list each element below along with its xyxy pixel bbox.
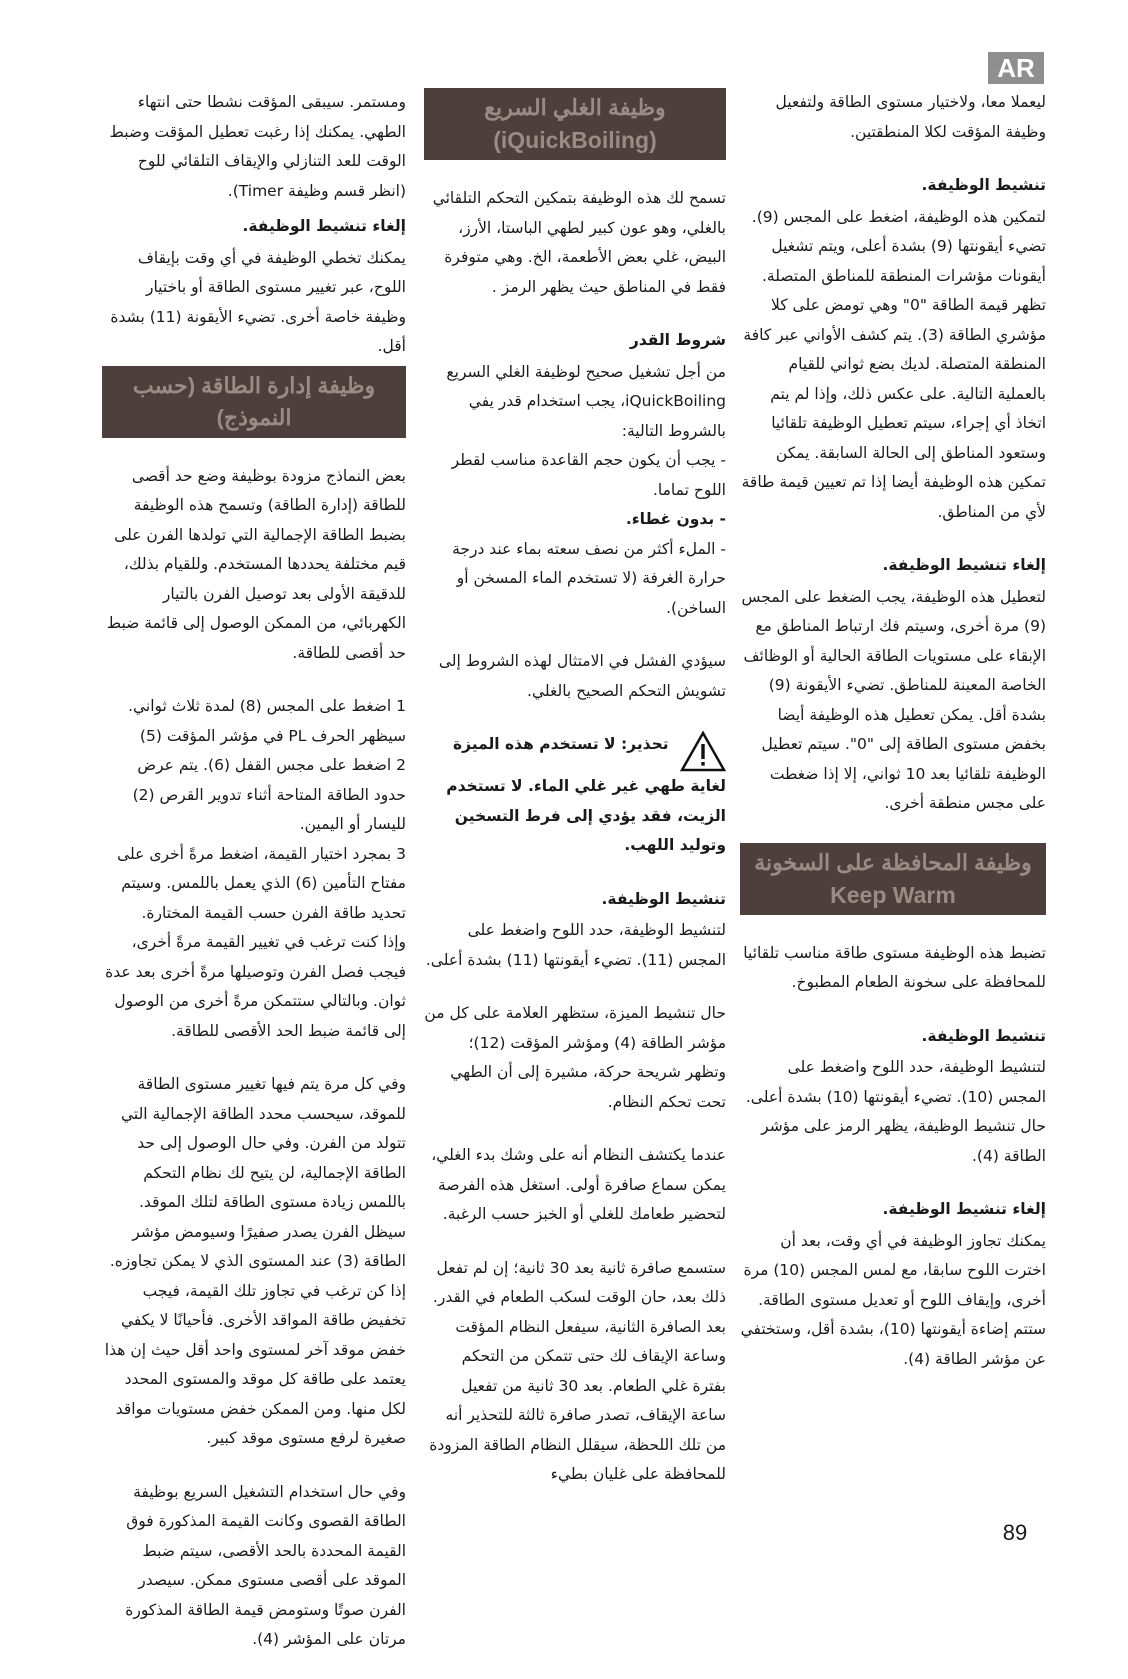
kw-activate-text: لتنشيط الوظيفة، حدد اللوح واضغط على المجس (10). تضيء أيقونتها (10) بشدة أعلى. حال تنشيط الوظيفة، يظهر الرمز على مؤشر الطاقة (4).	[745, 1058, 1046, 1165]
power-management-banner	[102, 366, 406, 438]
condition-3: - الملء أكثر من نصف سعته بماء عند درجة حرارة الغرفة (لا تستخدم الماء المسخن أو الساخن).	[452, 539, 726, 617]
pot-text: من أجل تشغيل صحيح لوظيفة الغلي السريع iQuickBoiling، يجب استخدام قدر يفي بالشروط التالية:	[446, 362, 726, 440]
page-number: 89	[1002, 1520, 1028, 1545]
keep-warm-text: تضبط هذه الوظيفة مستوى طاقة مناسب تلقائيا للمحافظة على سخونة الطعام المطبوخ.	[743, 943, 1046, 991]
quick-boiling-title-en: (iQuickBoiling)	[493, 127, 657, 153]
detect-text: عندما يكتشف النظام أنه على وشك بدء الغلي، يمكن سماع صافرة أولى. استغل هذه الفرصة لتحضير طعامك للغلي أو الخبز حسب الرغبة.	[431, 1146, 726, 1223]
warning-text: تحذير: لا تستخدم هذه الميزة لغاية طهي غير غلي الماء. لا تستخدم الزيت، فقد يؤدي إلى فرط التسخين وتوليد اللهب.	[446, 735, 726, 854]
kw-cancel-heading: إلغاء تنشيط الوظيفة.	[882, 1200, 1046, 1218]
fail-text: سيؤدي الفشل في الامتثال لهذه الشروط إلى تشويش التحكم الصحيح بالغلي.	[438, 652, 726, 700]
left-cancel-text: يمكنك تخطي الوظيفة في أي وقت بإيقاف اللوح، عبر تغيير مستوى الطاقة أو باختيار وظيفة خاصة أخرى. تضيء الأيقونة (11) بشدة أقل.	[110, 248, 406, 355]
quick-boiling-title-ar: وظيفة الغلي السريع	[484, 95, 666, 120]
power-management-title: وظيفة إدارة الطاقة (حسب النموذج)	[132, 372, 376, 430]
keep-warm-banner	[740, 843, 1046, 915]
condition-2: - بدون غطاء.	[625, 510, 726, 528]
quick-boiling-banner	[424, 88, 726, 160]
left-column	[102, 88, 406, 1679]
step-1: 1 اضغط على المجس (8) لمدة ثلاث ثواني. سيظهر الحرف PL في مؤشر المؤقت (5)	[128, 697, 406, 745]
pot-heading: شروط القدر	[629, 331, 726, 349]
language-badge: AR	[988, 52, 1044, 84]
keep-warm-title-en: Keep Warm	[830, 881, 956, 908]
quick-boiling-intro: تسمح لك هذه الوظيفة بتمكين التحكم التلقائي بالغلي، وهو عون كبير لطهي الباستا، الأرز، البيض، غلي بعض الأطعمة، الخ. وهي متوفرة فقط في المناطق حيث يظهر الرمز .	[432, 189, 726, 296]
kw-cancel-text: يمكنك تجاوز الوظيفة في أي وقت، بعد أن اخترت اللوح سابقا، مع لمس المجس (10) مرة أخرى، وإيقاف اللوح أو تعديل مستوى الطاقة. ستتم إضاءة أيقونتها (10)، بشدة أقل، وستختفي عن مؤشر الطاقة (4).	[740, 1231, 1046, 1368]
left-cancel-heading: إلغاء تنشيط الوظيفة.	[242, 217, 406, 235]
condition-1: - يجب أن يكون حجم القاعدة مناسب لقطر اللوح تماما.	[451, 451, 726, 499]
right-intro: ليعملا معا، ولاختيار مستوى الطاقة ولتفعيل وظيفة المؤقت لكلا المنطقتين.	[775, 93, 1046, 141]
continue-text: ومستمر. سيبقى المؤقت نشطا حتى انتهاء الطهي. يمكنك إذا رغبت تعطيل المؤقت وضبط الوقت للعد التنازلي والإيقاف التلقائي للوح (انظر قسم وظيفة Timer).	[109, 93, 406, 200]
step-3b: وإذا كنت ترغب في تغيير القيمة مرةً أخرى، فيجب فصل الفرن وتوصيلها مرةً أخرى بعد عدة ثوان. وبالتالي ستتمكن مرةً أخرى من الوصول إلى قائمة ضبط الحد الأقصى للطاقة.	[105, 933, 406, 1040]
power-intro: بعض النماذج مزودة بوظيفة وضع حد أقصى للطاقة (إدارة الطاقة) وتسمح هذه الوظيفة بضبط الطاقة الإجمالية التي تولدها الفرن على قيم مختلفة يحددها المستخدم. وللقيام بذلك، للدقيقة الأولى بعد توصيل الفرن بالتيار الكهربائي، من الممكن الوصول إلى قائمة ضبط حد أقصى للطاقة.	[106, 466, 406, 662]
keep-warm-title-ar: وظيفة المحافظة على السخونة	[754, 849, 1032, 875]
middle-column	[424, 88, 726, 1514]
activate-text: لتمكين هذه الوظيفة، اضغط على المجس (9). تضيء أيقونتها (9) بشدة أعلى، ويتم تشغيل أيقونات مؤشرات المنطقة للمناطق المتصلة. تظهر قيمة الطاقة "0" وهي تومض على كلا مؤشري الطاقة (3). يتم كشف الأواني عبر كافة المنطقة المتصلة. لديك بضع ثواني للقيام بالعملية التالية. على عكس ذلك، وإذا لم يتم اتخاذ أي إجراء، سيتم تعطيل الوظيفة تلقائيا وستعود المناطق إلى الحالة السابقة. يمكن تمكين هذه الوظيفة أيضا إذا تم تعيين قيمة طاقة لأي من المناطق.	[741, 207, 1046, 521]
warning-block	[424, 730, 726, 861]
activate-heading: تنشيط الوظيفة.	[921, 176, 1046, 194]
feature-text: حال تنشيط الميزة، ستظهر العلامة على كل من مؤشر الطاقة (4) ومؤشر المؤقت (12)؛ وتظهر شريحة حركة، مشيرة إلى أن الطهي تحت تحكم النظام.	[424, 1004, 726, 1111]
step-3: 3 بمجرد اختيار القيمة، اضغط مرةً أخرى على مفتاح التأمين (6) الذي يعمل باللمس. وسيتم تحديد طاقة الفرن حسب القيمة المختارة.	[117, 844, 406, 922]
warning-triangle-icon	[680, 730, 726, 772]
right-column	[740, 88, 1046, 1398]
mid-activate-text: لتنشيط الوظيفة، حدد اللوح واضغط على المجس (11). تضيء أيقونتها (11) بشدة أعلى.	[425, 921, 726, 969]
step-2: 2 اضغط على مجس القفل (6). يتم عرض حدود الطاقة المتاحة أثناء تدوير القرص (2) لليسار أو اليمين.	[132, 756, 406, 833]
every-time-text: وفي كل مرة يتم فيها تغيير مستوى الطاقة للموقد، سيحسب محدد الطاقة الإجمالية التي تتولد من الفرن. وفي حال الوصول إلى حد الطاقة الإجمالية، لن يتيح لك نظام التحكم باللمس زيادة مستوى الطاقة لتلك الموقد. سيظل الفرن يصدر صفيرًا وسيومض مؤشر الطاقة (3) عند المستوى الذي لا يمكن تجاوزه. إذا كن ترغب في تجاوز تلك القيمة، فيجب تخفيض طاقة المواقد الأخرى. فأحيانًا لا يكفي خفض موقد آخر لمستوى واحد أقل حيث إن هذا يعتمد على طاقة كل موقد والمستوى المحدد لكل منها. ومن الممكن خفض مستويات مواقد صغيرة لرفع مستوى موقد كبير.	[104, 1075, 406, 1447]
quick-start-text: وفي حال استخدام التشغيل السريع بوظيفة الطاقة القصوى وكانت القيمة المذكورة فوق القيمة المحددة بالحد الأقصى، سيتم ضبط الموقد على أقصى مستوى ممكن. سيصدر الفرن صوتًا وستومض قيمة الطاقة المذكورة مرتان على المؤشر (4).	[125, 1482, 406, 1648]
mid-activate-heading: تنشيط الوظيفة.	[601, 889, 726, 908]
second-beep-text: ستسمع صافرة ثانية بعد 30 ثانية؛ إن لم تفعل ذلك بعد، حان الوقت لسكب الطعام في القدر. بعد الصافرة الثانية، سيفعل النظام المؤقت وساعة الإيقاف لك حتى تتمكن من التحكم بفترة غلي الطعام. بعد 30 ثانية من تفعيل ساعة الإيقاف، تصدر صافرة ثالثة للتحذير أنه من تلك اللحظة، سيقلل النظام الطاقة المزودة للمحافظة على غليان بطيء	[429, 1258, 726, 1483]
cancel-heading: إلغاء تنشيط الوظيفة.	[882, 556, 1046, 574]
cancel-text: لتعطيل هذه الوظيفة، يجب الضغط على المجس (9) مرة أخرى، وسيتم فك ارتباط المناطق مع الإبقاء على مستويات الطاقة الحالية أو الوظائف الخاصة المعينة للمناطق. تضيء الأيقونة (9) بشدة أقل. يمكن تعطيل هذه الوظيفة أيضا بخفض مستوى الطاقة إلى "0". سيتم تعطيل الوظيفة تلقائيا بعد 10 ثواني، إلا إذا ضغطت على مجس منطقة أخرى.	[741, 587, 1046, 812]
kw-activate-heading: تنشيط الوظيفة.	[921, 1026, 1046, 1045]
